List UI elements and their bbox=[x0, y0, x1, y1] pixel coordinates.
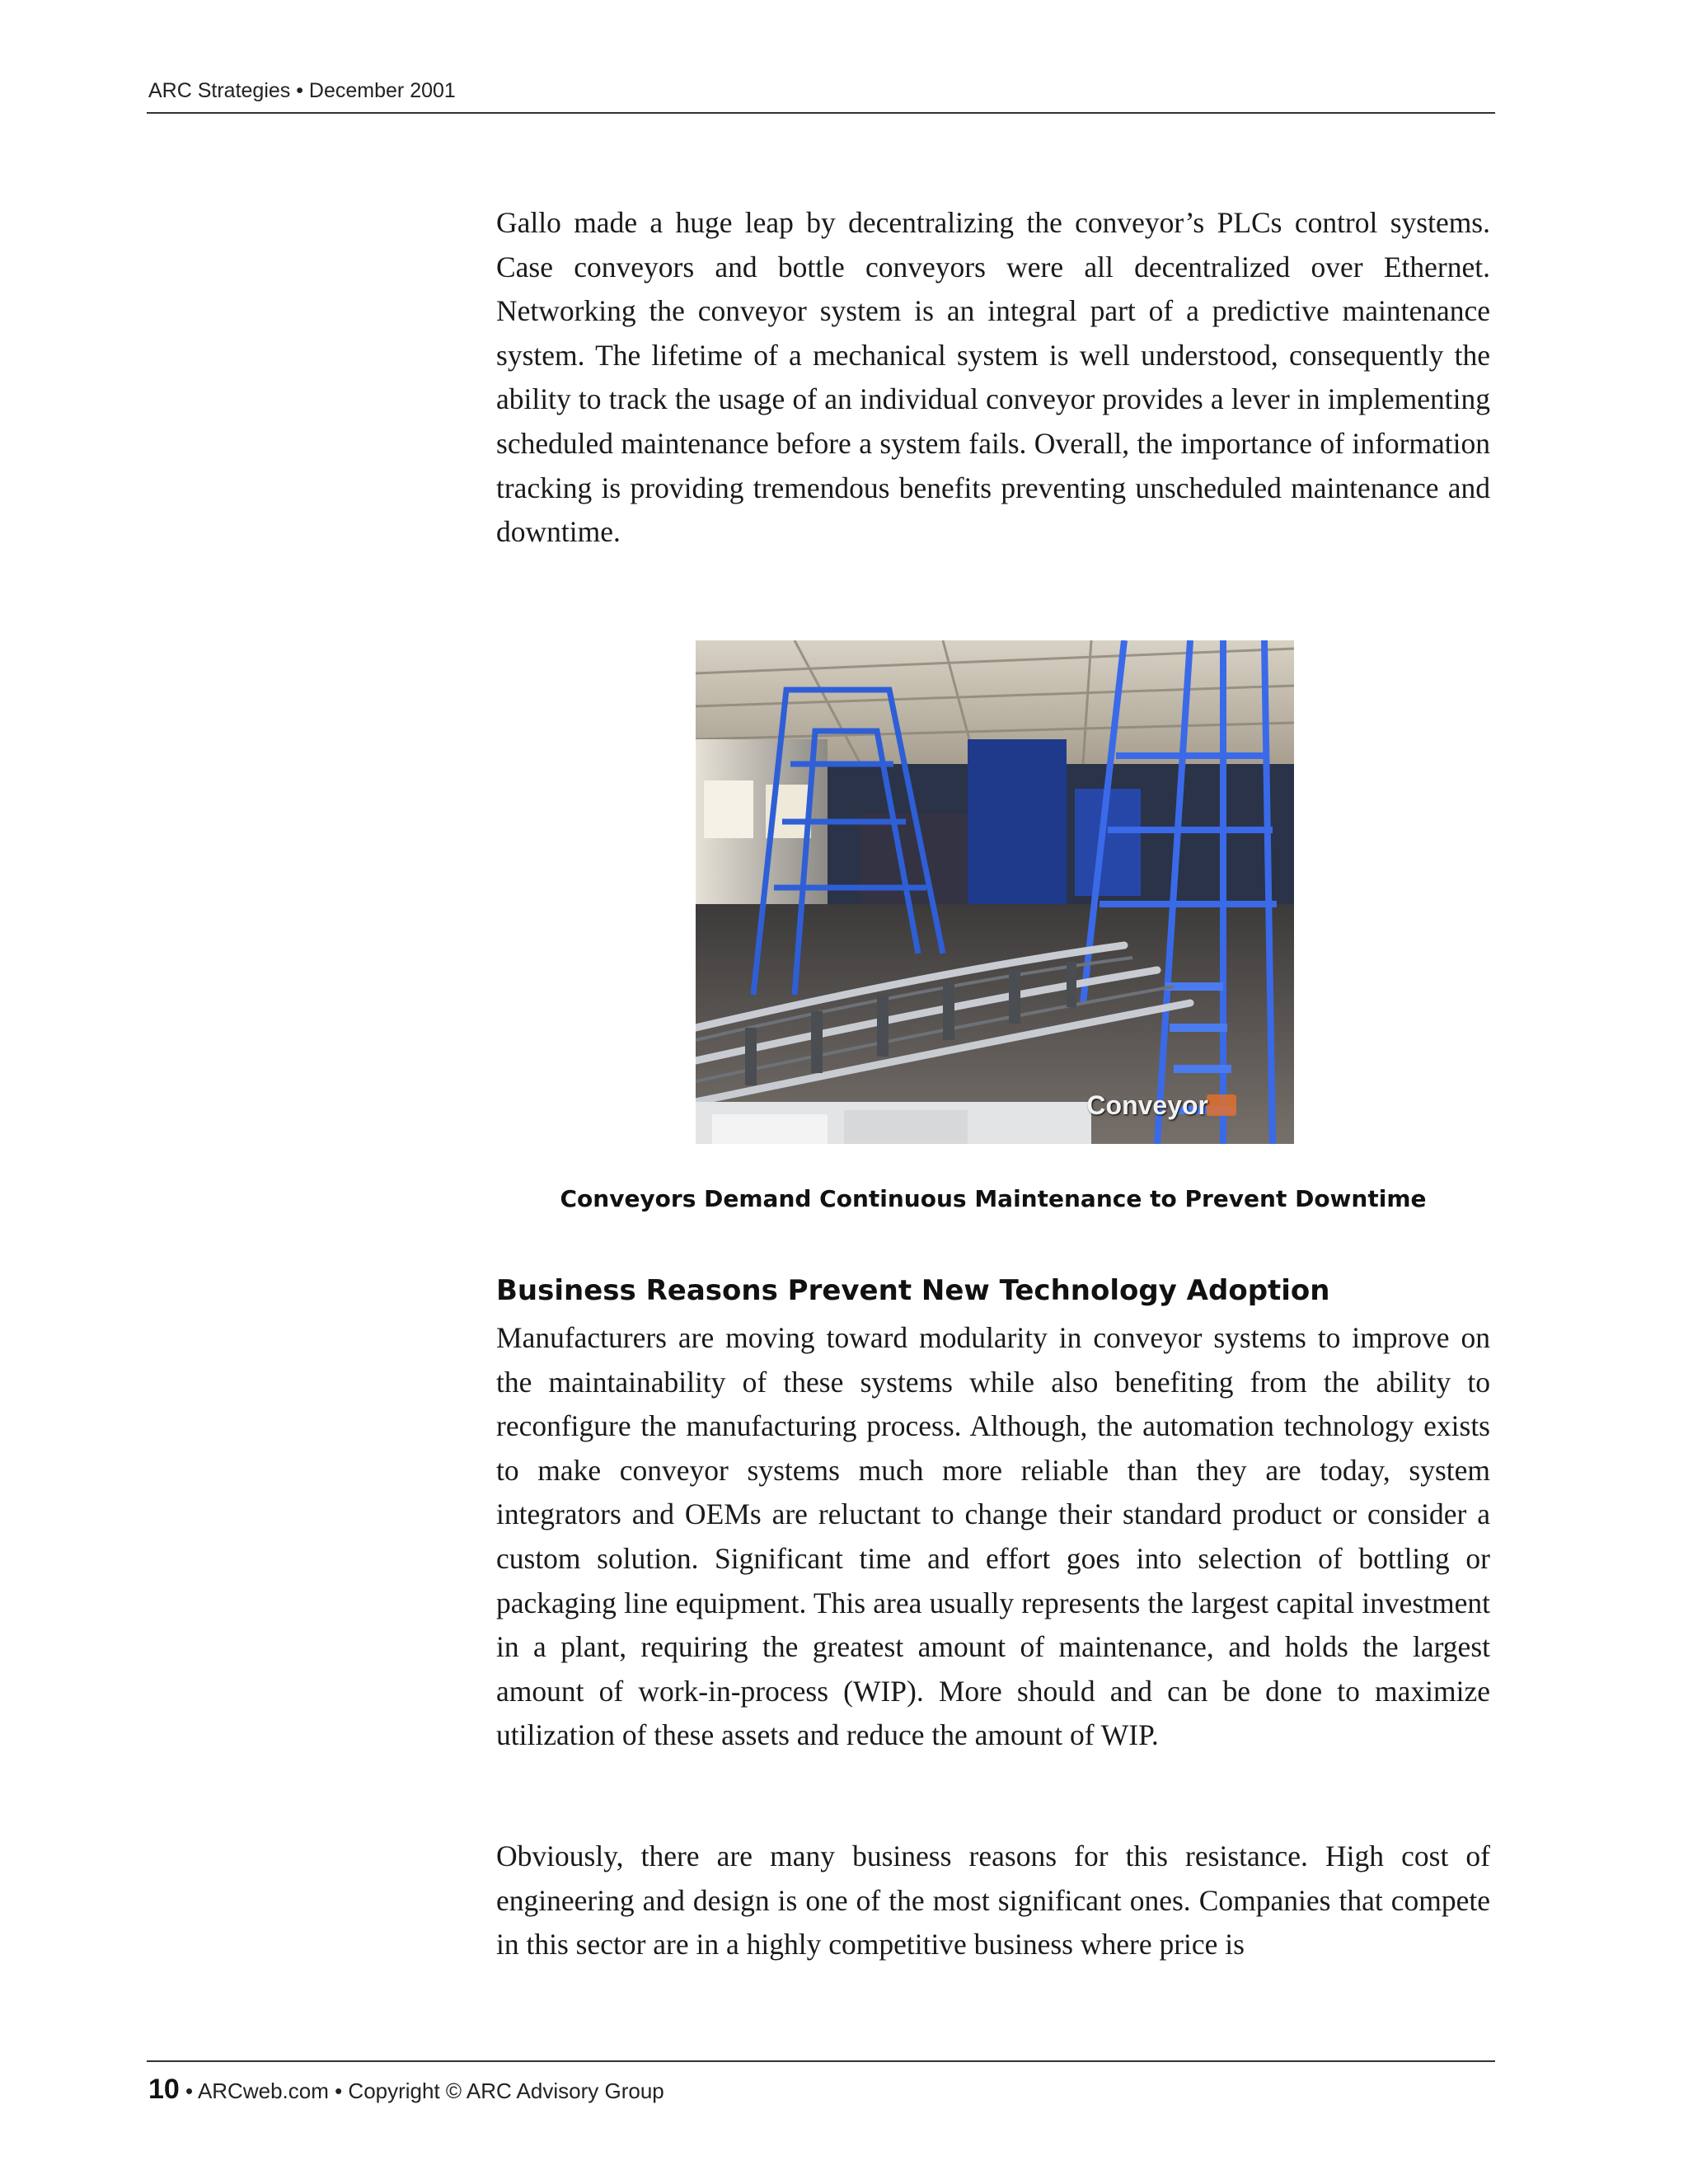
figure-overlay-label: Conveyor bbox=[1086, 1090, 1208, 1120]
body-paragraph-2-container bbox=[496, 1316, 1490, 1758]
body-paragraph-3: Obviously, there are many business reasons for this resistance. High cost of engineering and design is one of the most significant ones. Companies that compete in this sector are in a highly competitive business where price is bbox=[496, 1840, 1490, 1961]
page-number: 10 bbox=[148, 2074, 180, 2105]
overlay-label-accent bbox=[1207, 1094, 1236, 1116]
conveyor-photo-illustration bbox=[696, 640, 1294, 1144]
running-head: ARC Strategies • December 2001 bbox=[148, 79, 456, 102]
footer-text: • ARCweb.com • Copyright © ARC Advisory Group bbox=[179, 2079, 664, 2103]
figure-caption: Conveyors Demand Continuous Maintenance to Prevent Downtime bbox=[560, 1185, 1427, 1212]
conveyor-photo bbox=[696, 640, 1294, 1144]
body-paragraph-2: Manufacturers are moving toward modularity in conveyor systems to improve on the maintainability of these systems while also benefiting from the ability to reconfigure the manufacturing process. Although, the automation technology exists to make conveyor systems much more reliable than they are today, system integrators and OEMs are reluctant to change their standard product or consider a custom solution. Significant time and effort goes into selection of bottling or packaging line equipment. This area usually represents the largest capital investment in a plant, requiring the greatest amount of maintenance, and holds the largest amount of work-in-process (WIP). More should and can be done to maximize utilization of these assets and reduce the amount of WIP. bbox=[496, 1321, 1490, 1752]
footer-rule bbox=[147, 2060, 1495, 2062]
body-paragraph-3-container bbox=[496, 1835, 1490, 1967]
footer bbox=[148, 2074, 664, 2106]
header-rule bbox=[147, 112, 1495, 114]
body-paragraph-1-container bbox=[496, 201, 1490, 555]
section-heading: Business Reasons Prevent New Technology Adoption bbox=[496, 1274, 1330, 1307]
body-paragraph-1: Gallo made a huge leap by decentralizing the conveyor’s PLCs control systems. Case conveyors and bottle conveyors were all decentralized over Ethernet. Networking the conveyor system is an integral part of a predictive maintenance system. The lifetime of a mechanical system is well understood, consequently the ability to track the usage of an individual conveyor provides a lever in implementing scheduled maintenance before a system fails. Overall, the importance of information tracking is providing tremendous benefits preventing unscheduled maintenance and downtime. bbox=[496, 206, 1490, 549]
